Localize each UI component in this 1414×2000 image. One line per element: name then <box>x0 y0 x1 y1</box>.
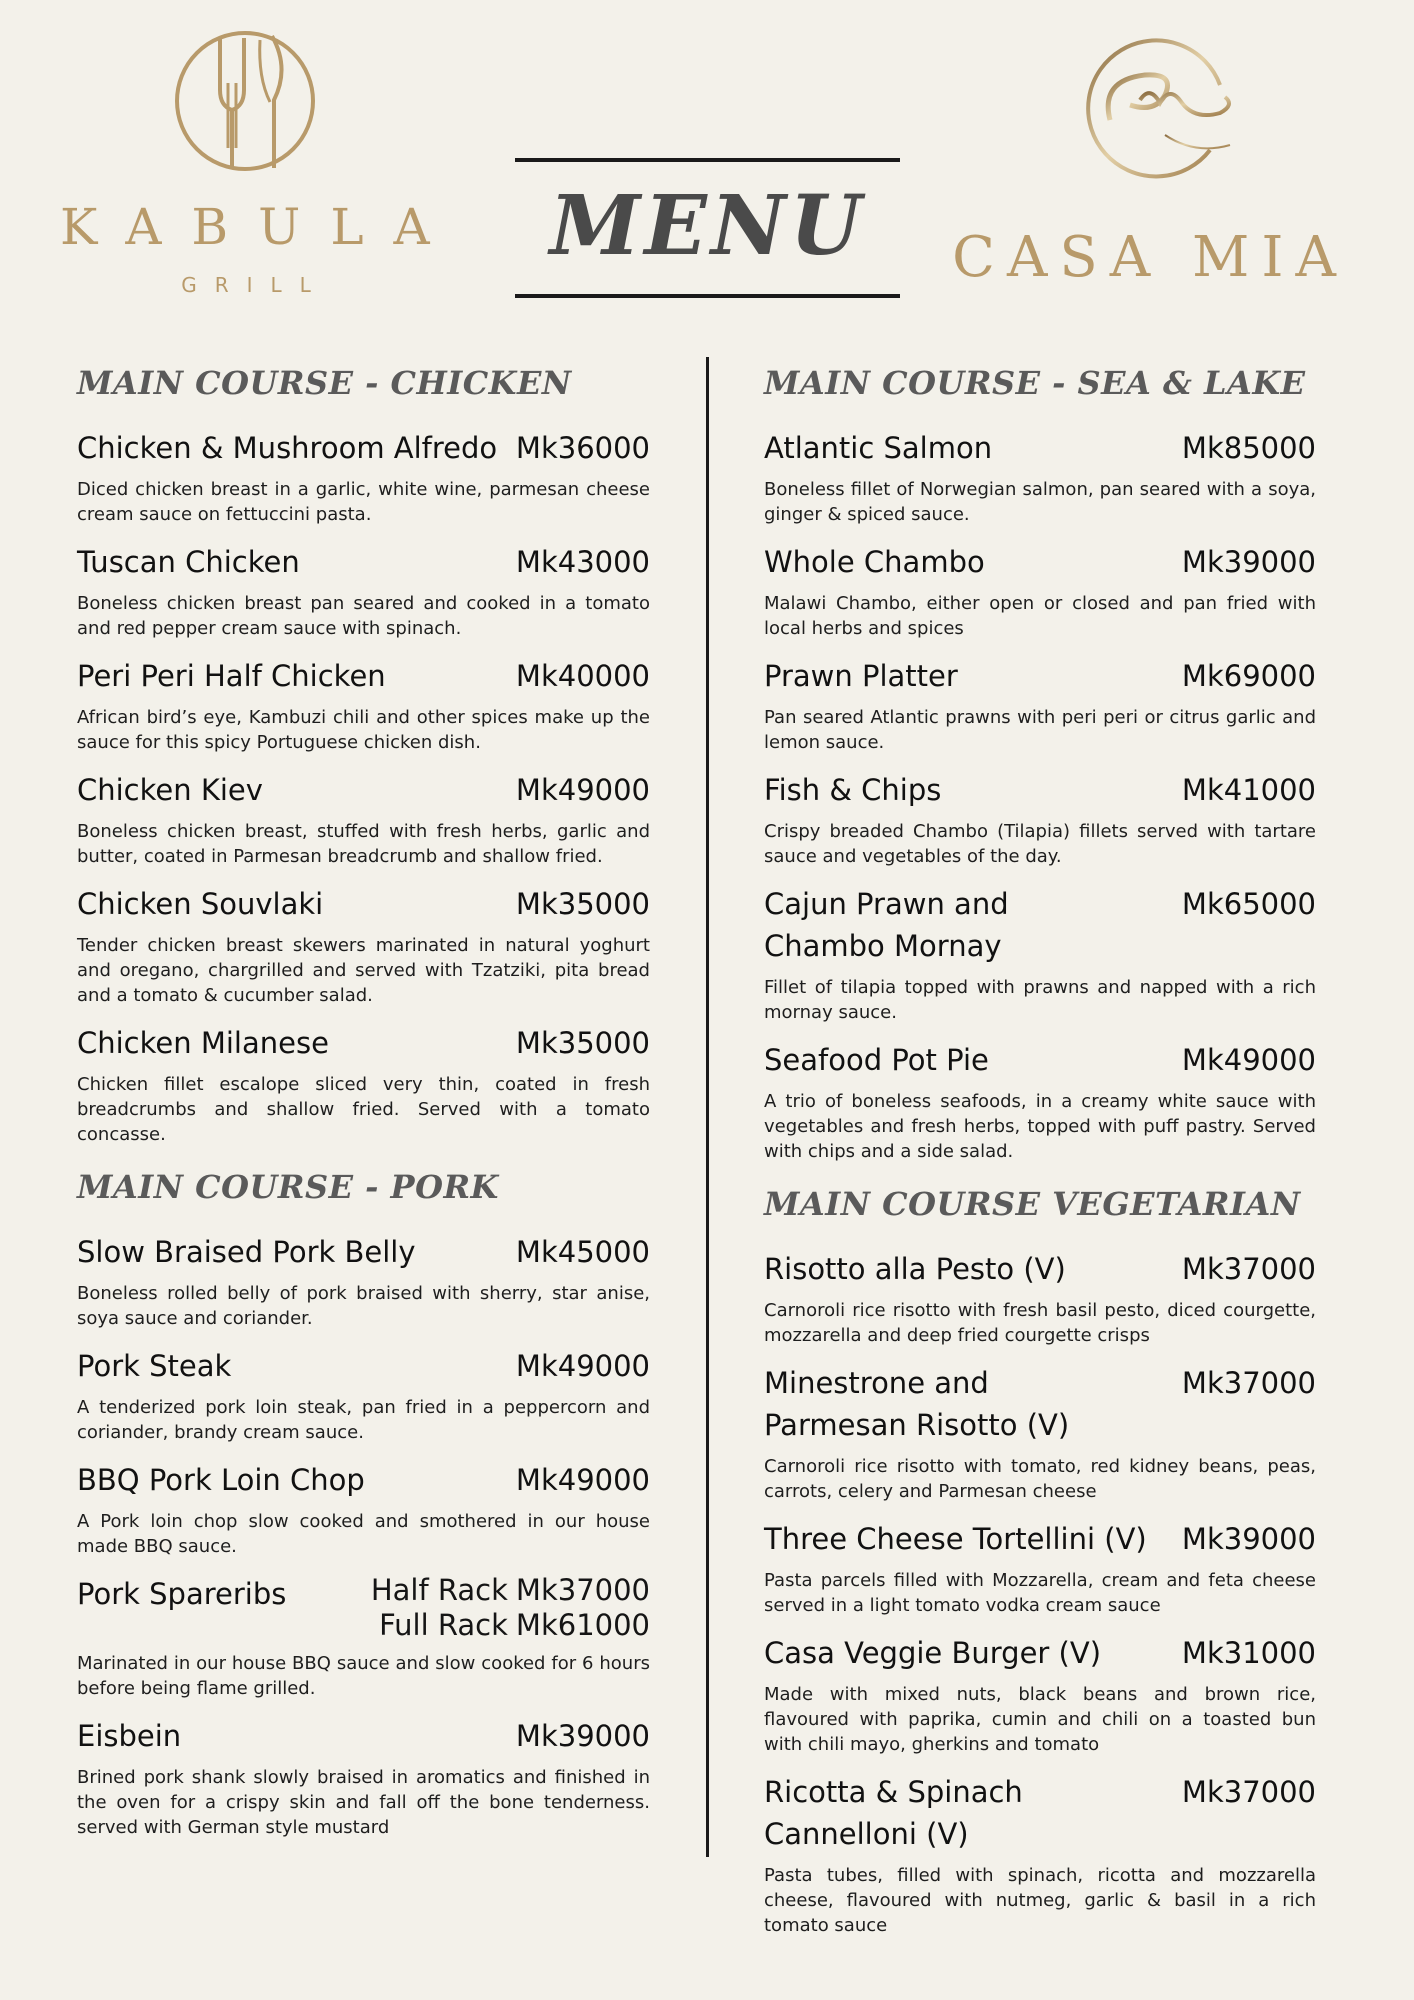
item-price: Mk69000 <box>1181 659 1316 693</box>
item-price: Mk49000 <box>515 1349 650 1383</box>
item-description: Boneless chicken breast pan seared and cooked in a tomato and red pepper cream sauce with spinach. <box>77 593 650 639</box>
item-price: Mk45000 <box>515 1235 650 1269</box>
half-rack-price: Mk37000 <box>515 1573 650 1607</box>
left-column <box>77 357 650 1854</box>
item-price: Mk43000 <box>515 545 650 579</box>
section-title-vegetarian: MAIN COURSE VEGETARIAN <box>764 1185 1301 1223</box>
item-name: Eisbein <box>77 1719 182 1753</box>
item-name: Whole Chambo <box>764 545 985 579</box>
item-price: Mk49000 <box>515 1463 650 1497</box>
full-rack-label: Full Rack <box>379 1608 508 1642</box>
item-description: Made with mixed nuts, black beans and brown rice, flavoured with paprika, cumin and chili on a toasted bun with chili mayo, gherkins and tomato <box>764 1684 1316 1755</box>
item-name: Chicken & Mushroom Alfredo <box>77 431 498 465</box>
item-name: Cajun Prawn and Chambo Mornay <box>764 887 1009 963</box>
menu-title-block <box>515 158 900 300</box>
item-description: Marinated in our house BBQ sauce and slow cooked for 6 hours before being flame grilled. <box>77 1653 650 1699</box>
item-price: Mk35000 <box>515 1026 650 1060</box>
item-price: Mk37000 <box>1181 1252 1316 1286</box>
casa-mia-monogram-icon <box>1070 25 1240 195</box>
item-price: Mk37000 <box>1181 1775 1316 1809</box>
item-description: Diced chicken breast in a garlic, white wine, parmesan cheese cream sauce on fettuccini pasta. <box>77 479 650 525</box>
item-name: Chicken Souvlaki <box>77 887 324 921</box>
item-price: Mk31000 <box>1181 1636 1316 1670</box>
item-name: Casa Veggie Burger (V) <box>764 1636 1102 1670</box>
column-divider <box>706 357 709 1857</box>
item-description: Fillet of tilapia topped with prawns and napped with a rich mornay sauce. <box>764 977 1316 1023</box>
item-price: Mk37000 <box>1181 1366 1316 1400</box>
menu-item <box>764 1039 1316 1164</box>
menu-item <box>764 883 1316 1025</box>
item-price: Mk49000 <box>515 773 650 807</box>
item-price: Mk49000 <box>1181 1043 1316 1077</box>
item-price: Mk39000 <box>1181 1522 1316 1556</box>
section-title-pork: MAIN COURSE - PORK <box>77 1168 499 1206</box>
item-description: Boneless fillet of Norwegian salmon, pan seared with a soya, ginger & spiced sauce. <box>764 479 1316 525</box>
section-title-chicken: MAIN COURSE - CHICKEN <box>77 364 572 402</box>
item-description: Chicken fillet escalope sliced very thin, coated in fresh breadcrumbs and shallow fried. Served with a tomato concasse. <box>77 1074 650 1145</box>
item-name: Tuscan Chicken <box>77 545 300 579</box>
half-rack-label: Half Rack <box>370 1573 508 1607</box>
menu-item <box>77 655 650 755</box>
item-description: Carnoroli rice risotto with fresh basil pesto, diced courgette, mozzarella and deep fried courgette crisps <box>764 1300 1316 1346</box>
item-name: Risotto alla Pesto (V) <box>764 1252 1066 1286</box>
item-price: Mk65000 <box>1181 887 1316 921</box>
item-name: Prawn Platter <box>764 659 958 693</box>
item-description: A trio of boneless seafoods, in a creamy white sauce with vegetables and fresh herbs, topped with puff pastry. Served with chips and a side salad. <box>764 1091 1316 1162</box>
menu-item <box>77 1715 650 1840</box>
item-name: BBQ Pork Loin Chop <box>77 1463 365 1497</box>
fork-knife-plate-icon <box>172 28 322 178</box>
item-name: Ricotta & Spinach Cannelloni (V) <box>764 1775 1023 1851</box>
item-description: Tender chicken breast skewers marinated in natural yoghurt and oregano, chargrilled and served with Tzatziki, pita bread and a tomato & cucumber salad. <box>77 935 650 1006</box>
item-price: Mk85000 <box>1181 431 1316 465</box>
item-name: Pork Spareribs <box>77 1577 287 1611</box>
menu-item <box>764 655 1316 755</box>
item-description: African bird’s eye, Kambuzi chili and other spices make up the sauce for this spicy Portuguese chicken dish. <box>77 707 650 753</box>
menu-bottom-rule <box>515 294 900 298</box>
menu-item <box>764 1362 1316 1504</box>
casa-mia-logo <box>930 25 1370 290</box>
item-price: Mk39000 <box>515 1719 650 1753</box>
menu-item <box>77 1459 650 1559</box>
item-description: Pasta parcels filled with Mozzarella, cream and feta cheese served in a light tomato vodka cream sauce <box>764 1570 1316 1616</box>
item-description: Malawi Chambo, either open or closed and pan fried with local herbs and spices <box>764 593 1316 639</box>
item-name: Fish & Chips <box>764 773 942 807</box>
item-description: Crispy breaded Chambo (Tilapia) fillets served with tartare sauce and vegetables of the day. <box>764 821 1316 867</box>
menu-item <box>764 1771 1316 1938</box>
menu-item <box>77 769 650 869</box>
full-rack-price: Mk61000 <box>515 1608 650 1642</box>
item-name: Slow Braised Pork Belly <box>77 1235 416 1269</box>
menu-top-rule <box>515 158 900 162</box>
item-name: Chicken Milanese <box>77 1026 329 1060</box>
item-description: Brined pork shank slowly braised in aromatics and finished in the oven for a crispy skin and fall off the bone tenderness. served with German style mustard <box>77 1767 650 1838</box>
kabula-wordmark: KABULA <box>60 198 460 256</box>
menu-item <box>77 427 650 527</box>
item-description: Boneless chicken breast, stuffed with fresh herbs, garlic and butter, coated in Parmesan breadcrumb and shallow fried. <box>77 821 650 867</box>
menu-item <box>77 883 650 1008</box>
menu-item <box>77 1231 650 1331</box>
right-column <box>764 357 1316 1952</box>
item-price: Mk41000 <box>1181 773 1316 807</box>
rack-prices <box>371 1573 650 1643</box>
item-name: Atlantic Salmon <box>764 431 993 465</box>
item-description: Pasta tubes, filled with spinach, ricotta and mozzarella cheese, flavoured with nutmeg, garlic & basil in a rich tomato sauce <box>764 1865 1316 1936</box>
menu-title: MENU <box>549 178 866 274</box>
menu-item-spareribs <box>77 1573 650 1701</box>
grill-wordmark: GRILL <box>181 273 329 297</box>
item-price: Mk35000 <box>515 887 650 921</box>
item-name: Three Cheese Tortellini (V) <box>764 1522 1147 1556</box>
full-rack-line <box>371 1608 650 1643</box>
kabula-grill-logo <box>40 28 460 308</box>
casa-mia-wordmark: CASA MIA <box>952 225 1348 290</box>
menu-item <box>77 1345 650 1445</box>
item-name: Minestrone and Parmesan Risotto (V) <box>764 1366 1070 1442</box>
section-title-sea-lake: MAIN COURSE - SEA & LAKE <box>764 364 1306 402</box>
item-description: Boneless rolled belly of pork braised with sherry, star anise, soya sauce and coriander. <box>77 1283 650 1329</box>
menu-item <box>764 541 1316 641</box>
item-name: Peri Peri Half Chicken <box>77 659 386 693</box>
item-name: Pork Steak <box>77 1349 232 1383</box>
item-price: Mk40000 <box>515 659 650 693</box>
menu-item <box>77 541 650 641</box>
menu-item <box>764 1632 1316 1757</box>
menu-item <box>764 769 1316 869</box>
item-price: Mk36000 <box>515 431 650 465</box>
item-name: Seafood Pot Pie <box>764 1043 989 1077</box>
item-description: Carnoroli rice risotto with tomato, red kidney beans, peas, carrots, celery and Parmesan cheese <box>764 1456 1316 1502</box>
item-description: A tenderized pork loin steak, pan fried in a peppercorn and coriander, brandy cream sauce. <box>77 1397 650 1443</box>
item-description: A Pork loin chop slow cooked and smothered in our house made BBQ sauce. <box>77 1511 650 1557</box>
item-price: Mk39000 <box>1181 545 1316 579</box>
menu-item <box>77 1022 650 1147</box>
item-description: Pan seared Atlantic prawns with peri peri or citrus garlic and lemon sauce. <box>764 707 1316 753</box>
menu-item <box>764 1518 1316 1618</box>
menu-item <box>764 427 1316 527</box>
item-name: Chicken Kiev <box>77 773 263 807</box>
menu-item <box>764 1248 1316 1348</box>
half-rack-line <box>371 1573 650 1608</box>
